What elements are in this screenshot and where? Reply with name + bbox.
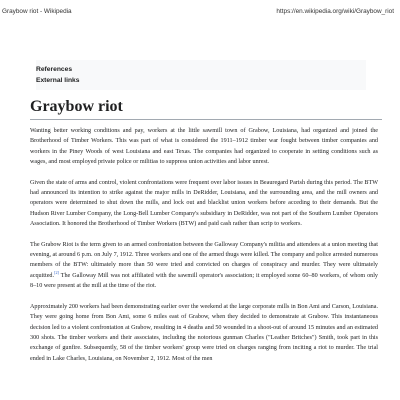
paragraph-3 <box>30 240 378 292</box>
toc-link-references[interactable]: References <box>36 66 73 73</box>
paragraph-3-text: The Grabow Riot is the term given to an armed confrontation between the Galloway Company's militia and attendees at a union meeting that evening, at around 6 p.m. on July 7, 1912. Three workers and one of the armed thugs were killed. The company and police arrested numerous members of the BTW: ultimately more than 50 were tried and convicted on charges of conspiracy and murder. They were ultimately acquitted. <box>30 241 378 279</box>
print-url: https://en.wikipedia.org/wiki/Graybow_riot <box>276 8 394 15</box>
article-content <box>30 126 378 374</box>
paragraph-4: Approximately 200 workers had been demonstrating earlier over the weekend at the large corporate mills in Bon Ami and Carson, Louisiana. They were going home from Bon Ami, some 6 miles east of Grabow, when they decided to demonstrate at Grabow. This instantaneous decision led to a violent confrontation at Grabow, resulting in 4 deaths and 50 wounded in a shoot-out of around 15 minutes and an estimated 300 shots. The timber workers and their associates, including the notorious gunman Charles ("Leather Britches") Smith, took part in this exchange of gunfire. Subsequently, 58 of the timber workers' group were tried on charges ranging from inciting a riot to murder. The trial ended in Lake Charles, Louisiana, on November 2, 1912. Most of the men <box>30 303 378 362</box>
table-of-contents <box>36 60 366 90</box>
paragraph-2: Given the state of arms and control, violent confrontations were frequent over labor issues in Beauregard Parish during this period. The BTW had announced its intention to strike against the major mills in DeRidder, Louisiana, and the surrounding area, and the mill owners and operators were determined to shut down the mills, and lock out and blacklist union workers before acceding to their demands. But the Hudson River Lumber Company, the Long-Bell Lumber Company's subsidiary in DeRidder, was not part of the Southern Lumber Operators Association. It honored the Brotherhood of Timber Workers (BTW) and paid cash rather than scrip to workers. <box>30 179 378 228</box>
title-section <box>30 98 382 120</box>
article-title: Graybow riot <box>30 98 123 115</box>
paragraph-1: Wanting better working conditions and pay, workers at the little sawmill town of Grabow, Louisiana, had organized and joined the Brotherhood of Timber Workers. This was part of what is considered the 1911–1912 timber war fought between timber companies and workers in the Piney Woods of west Louisiana and east Texas. The companies had organized to cooperate in setting conditions such as wages, and most employed private police or militias to suppress union activities and labor unrest. <box>30 128 378 166</box>
toc-link-external-links[interactable]: External links <box>36 77 80 84</box>
footnote-link[interactable]: [2] <box>54 269 59 275</box>
paragraph-3-tail: The Galloway Mill was not affiliated with the sawmill operator's association; it employed some 60–80 workers, of whom only 8–10 were present at the mill at the time of the riot. <box>30 272 378 290</box>
toc-box <box>36 60 366 90</box>
print-page-title: Graybow riot - Wikipedia <box>2 8 72 15</box>
print-header <box>0 8 400 20</box>
